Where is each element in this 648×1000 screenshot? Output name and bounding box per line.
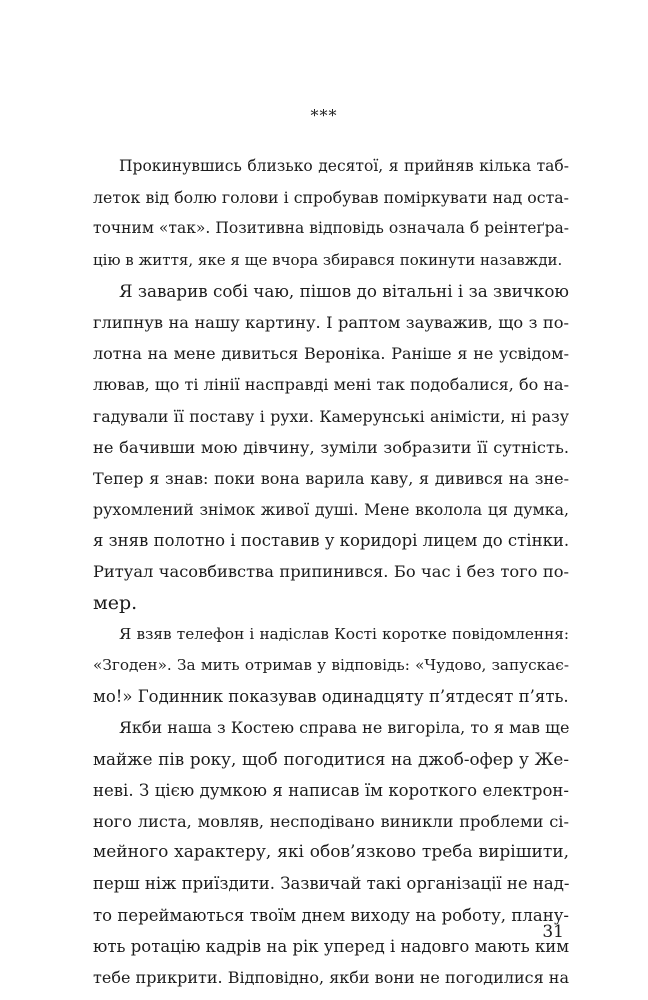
text-line: глипнув на нашу картину. І раптом зауважив, що з по-	[93, 312, 569, 332]
text-line: не бачивши мою дівчину, зуміли зобразити її сутність.	[93, 437, 569, 457]
text-line: ють ротацію кадрів на рік уперед і надовго мають ким	[93, 936, 570, 956]
paragraph	[93, 712, 569, 993]
text-line: гадували її поставу і рухи. Камерунські анімісти, ні разу	[93, 406, 569, 426]
body-text	[93, 151, 569, 993]
text-line: рухомлений знімок живої душі. Мене вколола ця думка,	[93, 500, 569, 520]
paragraph	[93, 151, 569, 276]
text-line: цію в життя, яке я ще вчора збирався покинути назавжди.	[93, 250, 563, 269]
text-line: тебе прикрити. Відповідно, якби вони не погодилися на	[93, 967, 569, 987]
text-line: перш ніж приїздити. Зазвичай такі організації не над-	[93, 874, 570, 894]
text-line: Тепер я знав: поки вона варила каву, я дивився на зне-	[93, 468, 569, 488]
text-line: я зняв полотно і поставив у коридорі лицем до стінки.	[93, 531, 570, 551]
page-number: 31	[542, 922, 564, 942]
paragraph	[93, 276, 569, 619]
text-line: лотна на мене дивиться Вероніка. Раніше я не усвідом-	[93, 344, 569, 364]
text-line: леток від болю голови і спробував поміркувати над оста-	[93, 188, 569, 208]
text-line: то переймаються твоїм днем виходу на роботу, плану-	[93, 905, 569, 925]
text-line: Якби наша з Костею справа не вигоріла, то я мав ще	[119, 718, 570, 738]
text-line: мейного характеру, які обов’язково треба вирішити,	[93, 842, 569, 863]
text-line: Прокинувшись близько десятої, я прийняв кілька таб-	[119, 157, 569, 175]
text-line: Ритуал часовбивства припинився. Бо час і без того по-	[93, 562, 569, 582]
text-line: «Згоден». За мить отримав у відповідь: «Чудово, запускає-	[93, 656, 569, 674]
text-line: майже пів року, щоб погодитися на джоб-офер у Же-	[93, 748, 569, 769]
paragraph	[93, 619, 569, 713]
text-line: мер.	[93, 591, 138, 614]
text-line: Я взяв телефон і надіслав Кості коротке повідомлення:	[119, 624, 569, 643]
text-line: точним «так». Позитивна відповідь означала б реінтеґра-	[93, 219, 569, 238]
text-line: неві. З цією думкою я написав їм короткого електрон-	[93, 780, 569, 800]
text-line: Я заварив собі чаю, пішов до вітальні і за звичкою	[119, 280, 569, 301]
section-separator: ***	[310, 106, 338, 125]
text-line: лював, що ті лінії насправді мені так подобалися, бо на-	[93, 375, 569, 395]
text-line: мо!» Годинник показував одинадцяту п’ятдесят п’ять.	[93, 687, 569, 707]
text-line: ного листа, мовляв, несподівано виникли проблеми сі-	[93, 811, 569, 831]
